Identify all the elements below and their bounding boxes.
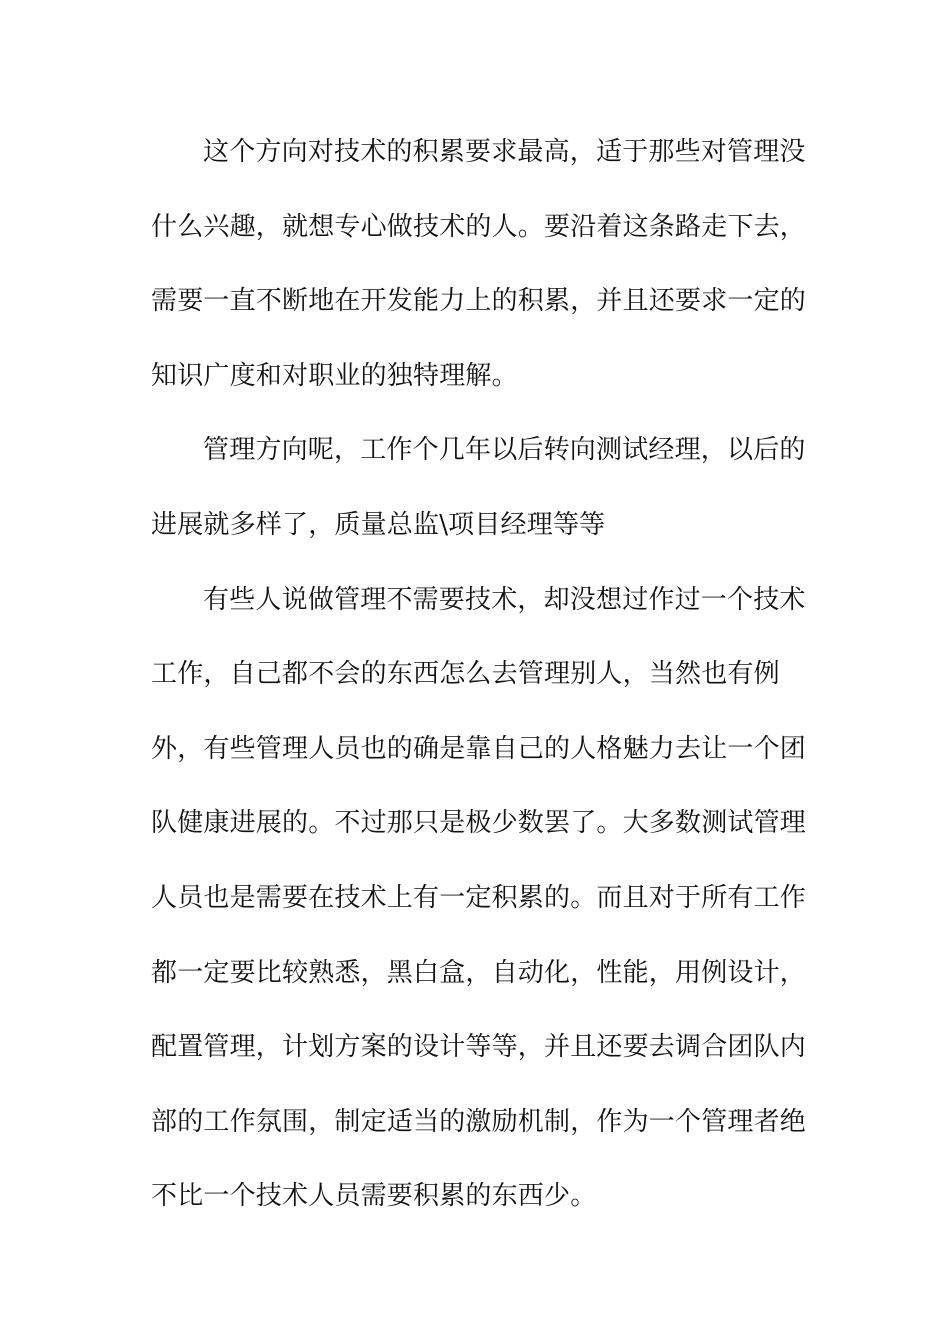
text-line: 这个方向对技术的积累要求最高，适于那些对管理没: [203, 137, 806, 167]
text-line: 进展就多样了，质量总监\项目经理等等: [151, 509, 606, 540]
text-line: 有些人说做管理不需要技术，却没想过作过一个技术: [203, 584, 806, 615]
paragraph-management-needs-tech: [151, 573, 807, 1244]
text-line: 外，有些管理人员也的确是靠自己的人格魅力去让一个团: [151, 733, 807, 764]
document-body: [151, 125, 807, 1244]
paragraph-management-path: [151, 423, 806, 572]
text-line: 人员也是需要在技术上有一定积累的。而且对于所有工作: [151, 882, 807, 913]
paragraph-technical-path: [151, 125, 807, 423]
text-line: 队健康进展的。不过那只是极少数罢了。大多数测试管理: [151, 808, 807, 839]
text-line: 知识广度和对职业的独特理解。: [151, 360, 518, 391]
text-line: 管理方向呢，工作个几年以后转向测试经理，以后的: [203, 435, 806, 466]
text-line: 需要一直不断地在开发能力上的积累，并且还要求一定的: [151, 286, 807, 317]
text-line: 不比一个技术人员需要积累的东西少。: [151, 1181, 597, 1212]
text-line: 工作，自己都不会的东西怎么去管理别人，当然也有例: [151, 659, 780, 690]
text-line: 什么兴趣，就想专心做技术的人。要沿着这条路走下去，: [151, 211, 807, 242]
text-line: 都一定要比较熟悉，黑白盒，自动化，性能，用例设计，: [151, 957, 807, 988]
text-line: 部的工作氛围，制定适当的激励机制，作为一个管理者绝: [151, 1106, 807, 1137]
text-line: 配置管理，计划方案的设计等等，并且还要去调合团队内: [151, 1032, 807, 1063]
